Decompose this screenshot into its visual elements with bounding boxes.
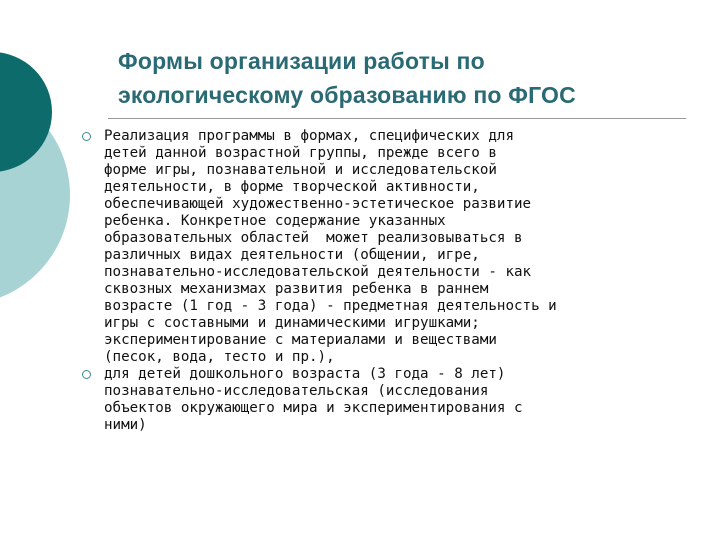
text-line: объектов окружающего мира и экспериментирования с	[104, 400, 523, 416]
bullet-item-1	[82, 128, 702, 366]
circle-bullet-icon	[82, 132, 91, 141]
text-line: (песок, вода, тесто и пр.),	[104, 349, 335, 365]
text-line: познавательно-исследовательская (исследования	[104, 383, 489, 399]
text-line: образовательных областей может реализовываться в	[104, 230, 523, 246]
title-divider	[108, 118, 686, 119]
circle-bullet-icon	[82, 370, 91, 379]
text-line: детей данной возрастной группы, прежде всего в	[104, 145, 497, 161]
slide-title-line-1: Формы организации работы по	[118, 48, 485, 74]
text-line: игры с составными и динамическими игрушками;	[104, 315, 480, 331]
text-line: познавательно-исследовательской деятельности - как	[104, 264, 532, 280]
text-line: возрасте (1 год - 3 года) - предметная деятельность и	[104, 298, 557, 314]
bullet-list	[82, 128, 702, 434]
text-line: форме игры, познавательной и исследовательской	[104, 162, 497, 178]
text-line: Реализация программы в формах, специфических для	[104, 128, 514, 144]
text-line: различных видах деятельности (общении, игре,	[104, 247, 480, 263]
bullet-item-2	[82, 366, 702, 434]
slide-title-line-2: экологическому образованию по ФГОС	[118, 82, 576, 108]
text-line: обеспечивающей художественно-эстетическое развитие	[104, 196, 532, 212]
text-line: экспериментирование с материалами и веществами	[104, 332, 497, 348]
text-line: ними)	[104, 417, 147, 433]
text-line: сквозных механизмах развития ребенка в раннем	[104, 281, 489, 297]
text-line: ребенка. Конкретное содержание указанных	[104, 213, 446, 229]
text-line: деятельности, в форме творческой активности,	[104, 179, 480, 195]
slide-title	[118, 44, 698, 112]
text-line: для детей дошкольного возраста (3 года - 8 лет)	[104, 366, 506, 382]
